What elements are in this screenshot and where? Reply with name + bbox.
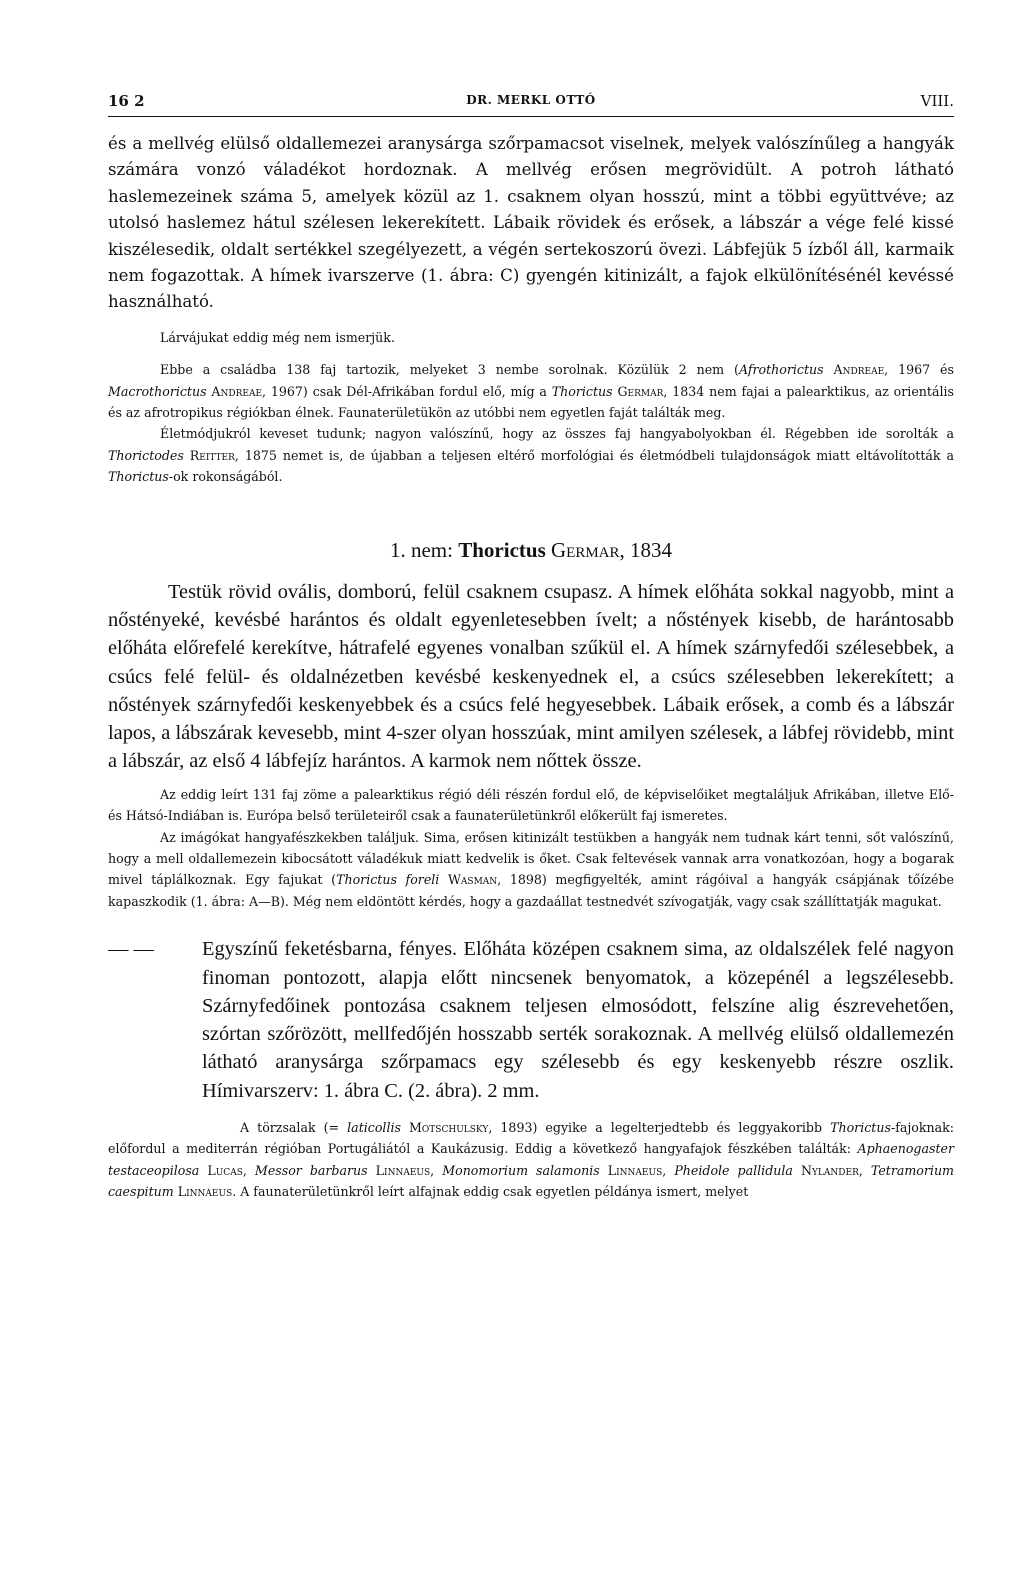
- genus-name: Thorictodes: [108, 447, 184, 463]
- author-name: Lucas: [207, 1162, 243, 1178]
- species-description: Egyszínű feketésbarna, fényes. Előháta középen csaknem sima, az oldalszélek felé nagyon finoman pontozott, alapja előtt nincsenek benyomatok, a közepénél a legszélesebb. Szárnyfedőinek pontozása csaknem teljesen elmosódott, felszíne alig észrevehetően, szórtan szőrözött, mellfedőjén hosszabb serték sorakoznak. A mellvég elülső oldallemezén látható aranysárga szőrpamacs egy szélesebb és egy keskenyebb részre oszlik. Hímivarszerv: 1. ábra C. (2. ábra). 2 mm.: [202, 938, 954, 1102]
- imago-paragraph: Az imágókat hangyafészkekben találjuk. Sima, erősen kitinizált testükben a hangyák nem tudnak kárt tenni, sőt valószínű, hogy a mell oldallemezein kibocsátott váladékuk miatt kedvelik is őket. Csak feltevések vannak arra vonatkozóan, hogy a bogarak mivel táplálkoznak. Egy fajukat (Thorictus foreli Wasman, 1898) megfigyelték, amint rágóival a hangyák csápjának tőízébe kapaszkodik (1. ábra: A—B). Még nem eldöntött kérdés, hogy a gazdaállat testnedvét szívogatják, vagy csak szállíttatják magukat.: [108, 829, 955, 909]
- genus-name: Thorictus: [108, 469, 169, 485]
- species-name: Pheidole pallidula: [674, 1162, 793, 1178]
- running-header: [108, 92, 954, 114]
- species-name: Messor barbarus: [254, 1162, 368, 1178]
- running-author: DR. MERKL OTTÓ: [466, 93, 596, 107]
- species-entry: [108, 935, 954, 1105]
- header-rule: [108, 116, 954, 117]
- page: [108, 92, 954, 1203]
- species-notes: [108, 1117, 954, 1203]
- author-name: Motschulsky: [409, 1119, 489, 1135]
- species-name: Thorictus foreli: [336, 872, 440, 888]
- species-dash: — —: [108, 938, 154, 961]
- author-name: Linnaeus: [177, 1184, 233, 1200]
- genus-name: Afrothorictus: [738, 362, 824, 378]
- author-name: Andreae: [833, 362, 885, 378]
- genus-name: Thorictus: [551, 383, 613, 399]
- species-name: laticollis: [347, 1119, 401, 1135]
- species-name: Tetramorium caespitum: [108, 1162, 954, 1200]
- genus-name: Macrothorictus: [108, 383, 207, 399]
- author-name: Linnaeus: [375, 1162, 431, 1178]
- genus-description-text: Testük rövid ovális, domború, felül csaknem csupasz. A hímek előháta sokkal nagyobb, mint a nőstényeké, kevésbé harántos és oldalt egyenletesebben ívelt; a nőstények kisebb, de harántosabb előháta előrefelé kerekítve, hátrafelé egyenes vonalban szűkül el. A hímek szárnyfedői szélesebbek, a csúcs felé felül- és oldalnézetben kevésbé keskenyednek el, a csúcs szélesebben lekerekített; a nőstények szárnyfedői keskenyebbek és a csúcs felé hegyesebbek. Lábaik erősek, a comb és a lábszár lapos, a lábszárak kevesebb, mint 4-szer olyan hosszúak, mint amilyen szélesek, a lábfej rövidebb, mint a lábszár, az első 4 lábfejíz harántos. A karmok nem nőttek össze.: [108, 580, 954, 773]
- larvae-note: [108, 327, 954, 348]
- biology-paragraph: Életmódjukról keveset tudunk; nagyon valószínű, hogy az összes faj hangyabolyokban él. Régebben ide sorolták a Thorictodes Reitter, 1875 nemet is, de újabban a teljesen eltérő morfológiai és életmódbeli tulajdonságok miatt eltávolították a Thorictus-ok rokonságából.: [108, 426, 954, 485]
- species-name: Monomorium salamonis: [442, 1162, 600, 1178]
- genus-description: [108, 578, 954, 776]
- larvae-text: Lárvájukat eddig még nem ismerjük.: [160, 329, 395, 345]
- family-paragraph: Ebbe a családba 138 faj tartozik, melyeket 3 nembe sorolnak. Közülük 2 nem (Afrothorictus Andreae, 1967 és Macrothorictus Andreae, 1967) csak Dél-Afrikában fordul elő, míg a Thorictus Germar, 1834 nem fajai a palearktikus, az orientális és az afrotropikus régiókban élnek. Faunaterületükön az utóbbi nem egyetlen faját találták meg.: [108, 362, 954, 421]
- page-number: 16 2: [108, 92, 145, 110]
- author-name: Germar: [617, 383, 664, 399]
- genus-notes: [108, 784, 954, 912]
- nominate-paragraph: A törzsalak (= laticollis Motschulsky, 1893) egyike a legelterjedtebb és leggyakoribb Thorictus-fajoknak: előfordul a mediterrán régióban Portugáliától a Kaukázusig. Eddig a következő hangyafajok fészkében találták: Aphaenogaster testaceopilosa Lucas, Messor barbarus Linnaeus, Monomorium salamonis Linnaeus, Pheidole pallidula Nylander, Tetramorium caespitum Linnaeus. A faunaterületünkről leírt alfajnak eddig csak egyetlen példánya ismert, melyet: [108, 1119, 954, 1200]
- genus-heading: 1. nem: Thorictus Germar, 1834: [389, 537, 673, 562]
- chapter-number: VIII.: [920, 92, 954, 110]
- author-name: Linnaeus: [607, 1162, 663, 1178]
- intro-paragraph: és a mellvég elülső oldallemezei aranysárga szőrpamacsot viselnek, melyek valószínűleg a hangyák számára vonzó váladékot hordoznak. A mellvég erősen megrövidült. A potroh látható haslemezeinek száma 5, amelyek közül az 1. csaknem olyan hosszú, mint a többi együttvéve; az utolsó haslemez hátul szélesen lekerekített. Lábaik rövidek és erősek, a lábszár a vége felé kissé kiszélesedik, oldalt sertékkel szegélyezett, a végén sertekoszorú övezi. Lábfejük 5 ízből áll, karmaik nem fogazottak. A hímek ivarszerve (1. ábra: C) gyengén kitinizált, a fajok elkülönítésénél kevéssé használható.: [108, 134, 954, 312]
- genus-name: Thorictus: [830, 1119, 891, 1135]
- author-name: Andreae: [211, 383, 263, 399]
- author-name: Reitter: [189, 447, 235, 463]
- distribution-paragraph: Az eddig leírt 131 faj zöme a palearktikus régió déli részén fordul elő, de képviselőiket megtaláljuk Afrikában, illetve Elő- és Hátsó-Indiában is. Európa belső területeiről csak a faunaterületünkről előkerült faj ismeretes.: [108, 786, 954, 824]
- family-notes: [108, 359, 954, 487]
- genus-heading-name: Thorictus: [458, 537, 546, 562]
- author-name: Nylander: [800, 1162, 859, 1178]
- species-name: Aphaenogaster testaceopilosa: [108, 1141, 954, 1178]
- genus-heading-author: Germar: [551, 537, 620, 562]
- author-name: Wasman: [447, 872, 498, 888]
